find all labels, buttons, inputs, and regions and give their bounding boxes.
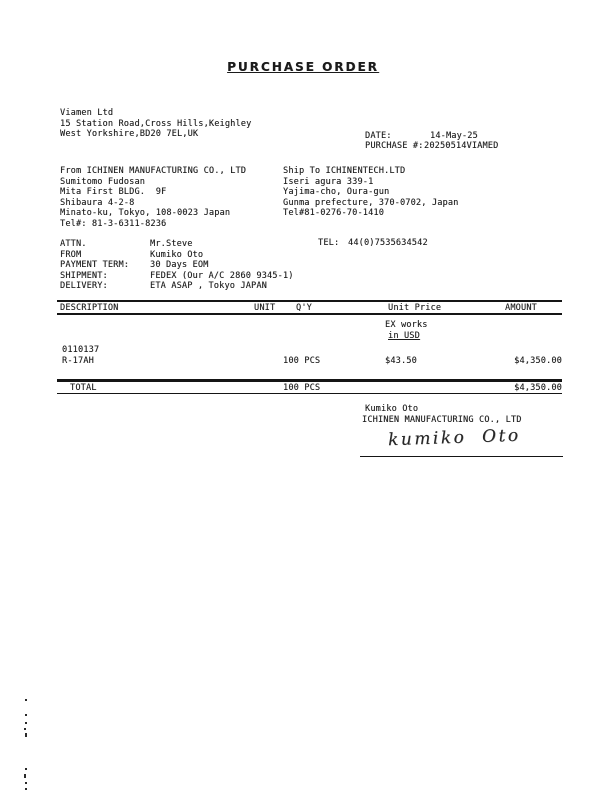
supplier-line: From ICHINEN MANUFACTURING CO., LTD	[60, 166, 247, 176]
item-model: R-17AH	[62, 356, 94, 366]
date-label: DATE:	[365, 131, 392, 141]
scan-artifact	[25, 768, 27, 770]
ship-to-line: Ship To ICHINENTECH.LTD	[283, 166, 406, 176]
buyer-name: Viamen Ltd	[60, 108, 114, 118]
ship-to-line: Iseri agura 339-1	[283, 176, 374, 187]
ship-to-line: Gunma prefecture, 370-0702, Japan	[283, 197, 459, 208]
ship-to-line: Tel#81-0276-70-1410	[283, 208, 385, 218]
delivery-value: ETA ASAP , Tokyo JAPAN	[150, 281, 267, 291]
scan-artifact	[25, 733, 27, 737]
payment-term-value: 30 Days EOM	[150, 260, 209, 270]
payment-term-label: PAYMENT TERM:	[60, 260, 130, 270]
table-header-amount: AMOUNT	[505, 302, 537, 313]
date-value: 14-May-25	[430, 131, 478, 141]
handwritten-signature: kumiko Oto	[387, 425, 521, 451]
page-title-text: PURCHASE ORDER	[227, 60, 379, 74]
item-amount: $4,350.00	[514, 356, 562, 366]
attn-value: Mr.Steve	[150, 239, 193, 249]
tel-label: TEL:	[318, 238, 340, 248]
total-bottom-border	[57, 393, 562, 395]
item-code: 0110137	[62, 345, 100, 355]
from-label: FROM	[60, 249, 82, 260]
page-title	[0, 60, 612, 74]
scan-artifact	[25, 714, 27, 716]
scan-artifact	[25, 782, 27, 784]
ship-to-line: Yajima-cho, Oura-gun	[283, 187, 390, 197]
table-header-unit-price: Unit Price	[388, 302, 442, 313]
from-value: Kumiko Oto	[150, 249, 204, 260]
supplier-line: Minato-ku, Tokyo, 108-0023 Japan	[60, 208, 231, 218]
purchase-number-value: 20250514VIAMED	[424, 141, 499, 151]
scan-artifact	[25, 788, 27, 790]
shipment-label: SHIPMENT:	[60, 270, 108, 281]
purchase-number-label: PURCHASE #:	[365, 141, 424, 151]
scan-artifact	[24, 774, 26, 778]
buyer-address-line2: West Yorkshire,BD20 7EL,UK	[60, 129, 199, 139]
supplier-line: Tel#: 81-3-6311-8236	[60, 218, 167, 229]
buyer-address-line1: 15 Station Road,Cross Hills,Keighley	[60, 118, 252, 129]
scan-artifact	[24, 728, 26, 730]
supplier-line: Shibaura 4-2-8	[60, 197, 135, 208]
total-amount: $4,350.00	[514, 382, 562, 393]
total-top-border	[57, 379, 562, 382]
supplier-line: Mita First BLDG. 9F	[60, 187, 167, 197]
table-header-border	[57, 313, 562, 316]
item-unit-price: $43.50	[385, 356, 417, 366]
scan-artifact	[25, 722, 27, 724]
table-top-border	[57, 300, 562, 302]
total-label: TOTAL	[70, 382, 97, 393]
supplier-line: Sumitomo Fudosan	[60, 176, 146, 187]
item-qty: 100 PCS	[283, 356, 321, 366]
attn-label: ATTN.	[60, 239, 87, 249]
terms-note-currency: in USD	[388, 331, 420, 341]
total-qty: 100 PCS	[283, 382, 321, 393]
signature-line	[360, 456, 563, 457]
table-header-unit: UNIT	[254, 302, 276, 313]
table-header-qty: Q'Y	[296, 302, 312, 313]
delivery-label: DELIVERY:	[60, 281, 108, 291]
shipment-value: FEDEX (Our A/C 2860 9345-1)	[150, 270, 294, 281]
scan-artifact	[25, 699, 27, 701]
table-header-description: DESCRIPTION	[60, 302, 119, 313]
signature-name: Kumiko Oto	[365, 404, 419, 414]
terms-note-ex-works: EX works	[385, 320, 428, 330]
signature-company: ICHINEN MANUFACTURING CO., LTD	[362, 414, 522, 425]
tel-value: 44(0)7535634542	[348, 238, 428, 248]
